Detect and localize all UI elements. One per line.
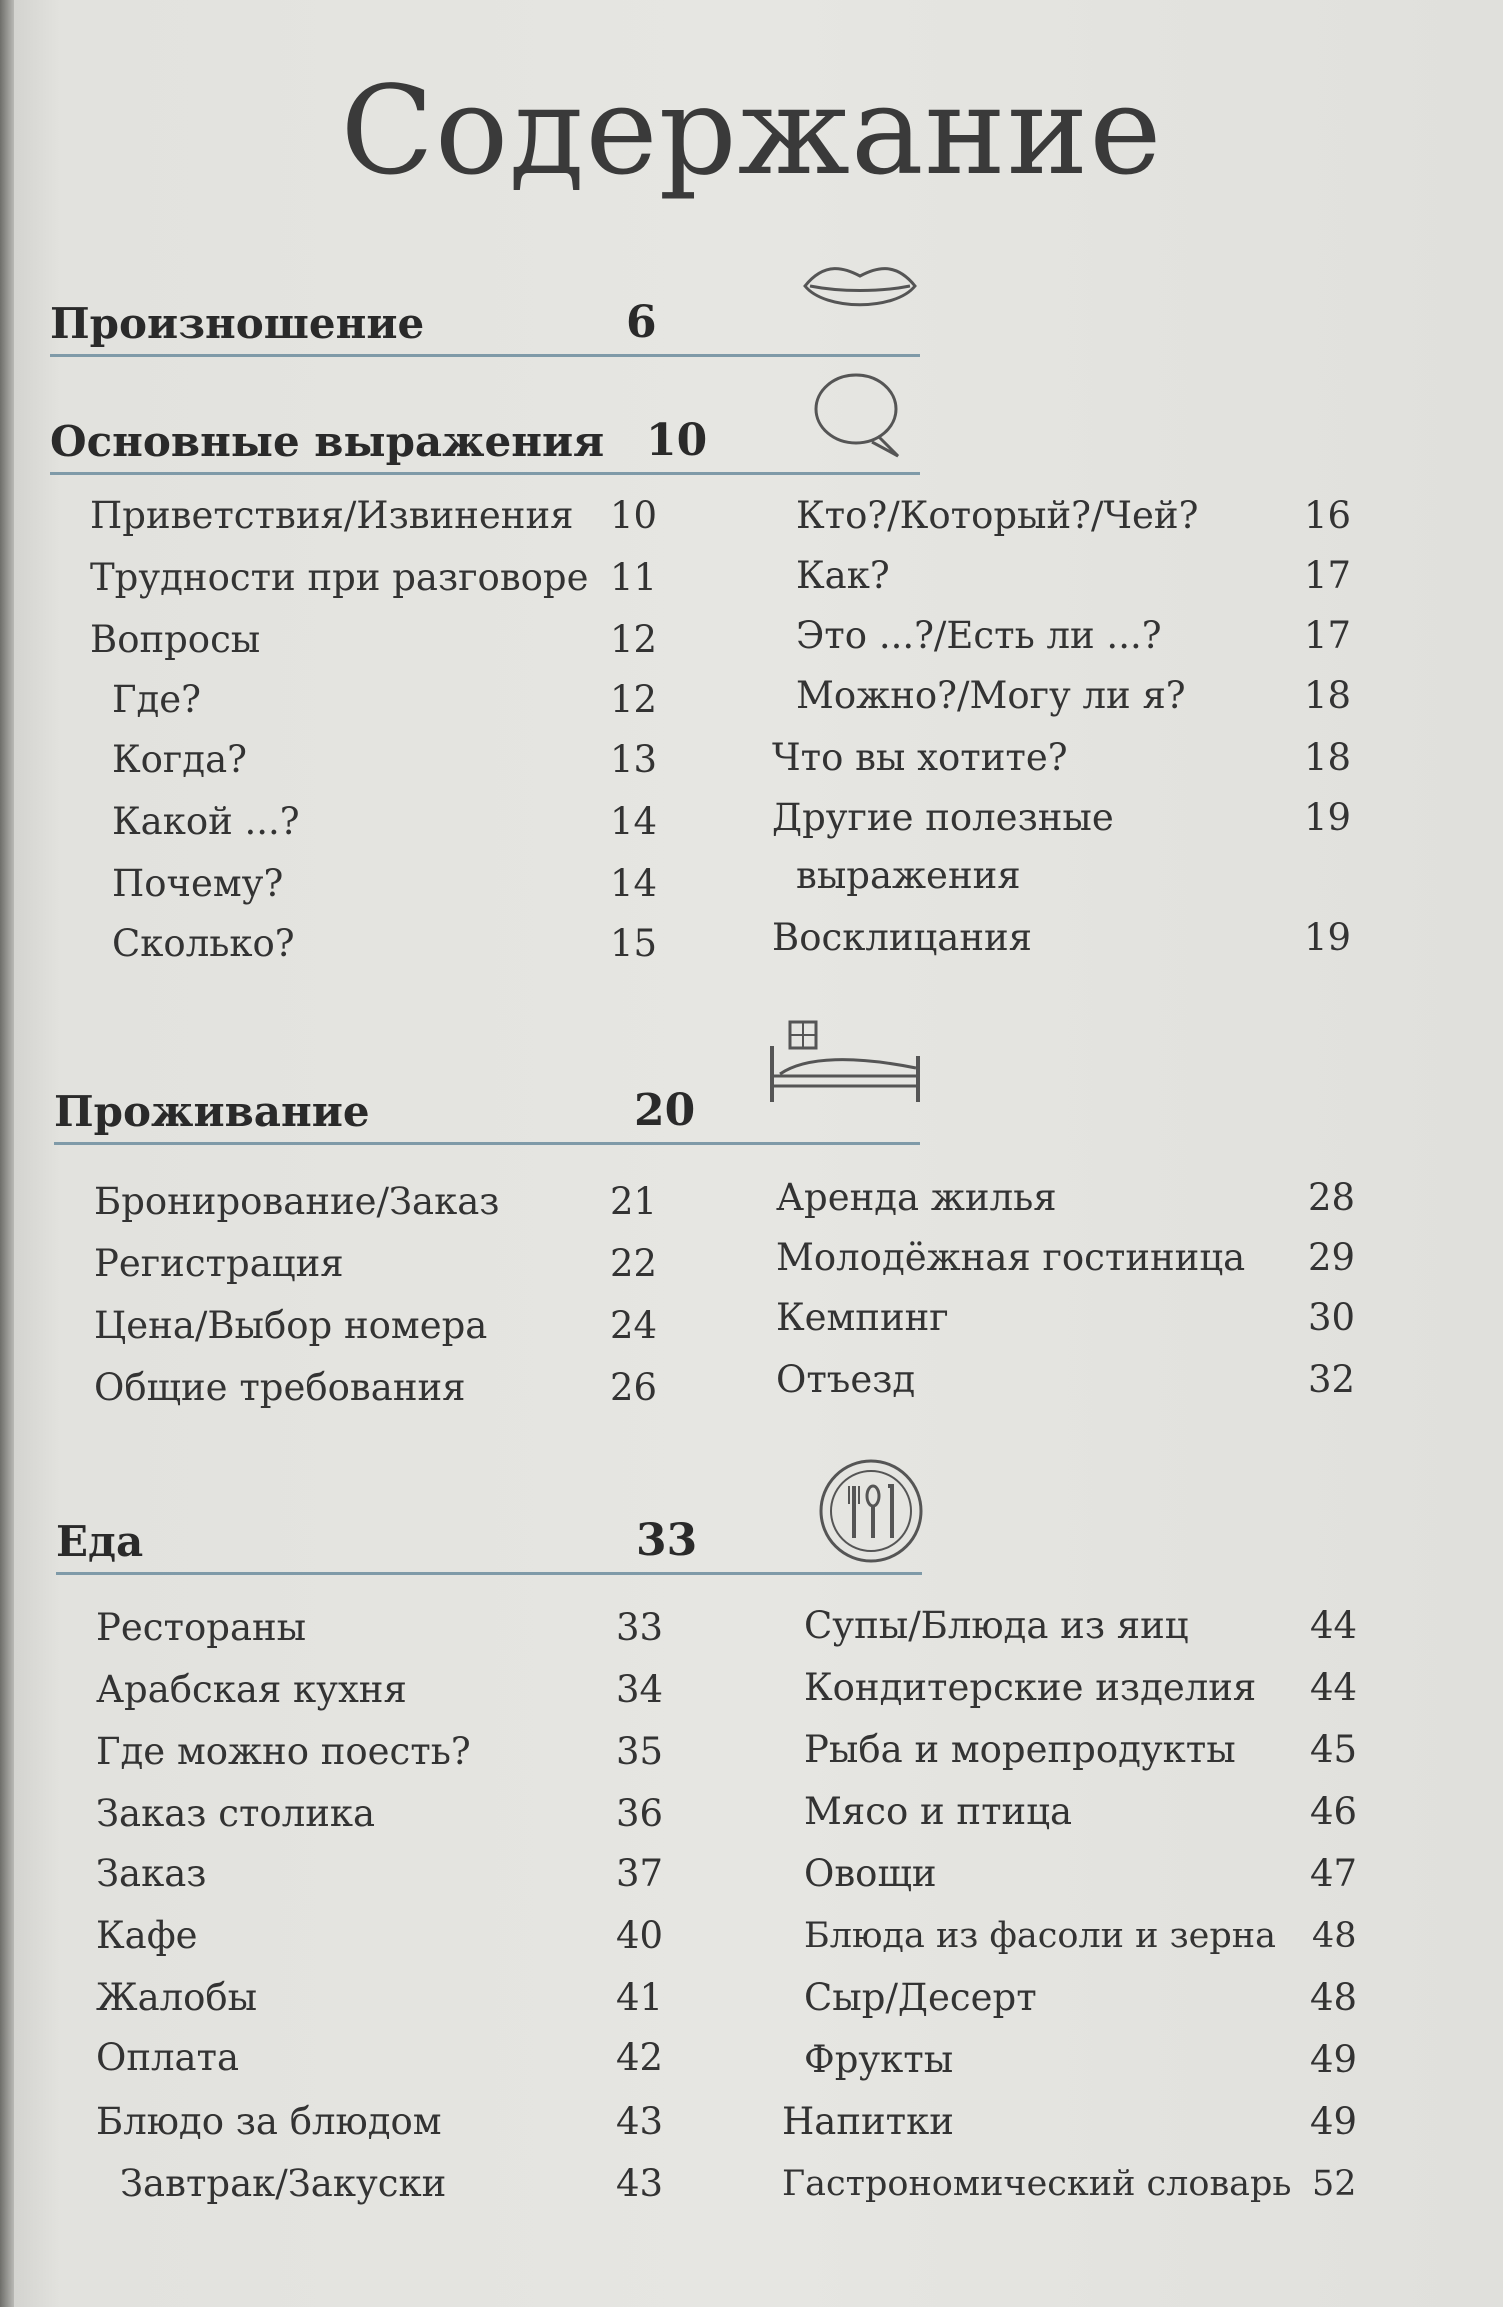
page-title: Содержание: [340, 60, 1163, 202]
section-pronunciation-page: 6: [626, 297, 657, 348]
bed-icon: [766, 1016, 926, 1106]
book-page: Содержание Произношение 6 Основные выражения 10 Приветствия/Извинения 10 Трудности при разговоре 11 Вопросы 12 Где? 12 Когда? 13 Какой ...? 14 Почему? 14 Сколько? 15 Кто?/Который?/Чей? 16 Как? 17 Это ...?/Есть ли ...? 17 Можно?/Могу ли я? 18 Что вы хотите? 18 Другие полезные выражения 19 Восклицания 19 Проживание 20 Бронирование/Заказ 21 Регистрация 22 Цена/Выбор номера 24 Общие требования 26 Аренда жилья 28 Молодёжная гостиница 29 Кемпинг 30 Отъезд 32 Еда 33 Рестораны 33 Арабская кухня 34 Где можно поесть? 35 Заказ столика 36 Заказ 37 Кафе 40 Жалобы 41 Оплата 42 Блюдо за блюдом 43 Завтрак/Закуски 43 Супы/Блюда из яиц 44 Кондитерские изделия 44 Рыба и морепродукты 45 Мясо и птица 46 Овощи 47 Блюда из фасоли и зерна 48 Сыр/Десерт 48 Фрукты 49 Напитки 49 Гастрономический словарь 52: [0, 0, 1503, 2307]
section-food-name: Еда: [56, 1517, 144, 1566]
section-accommodation-page: 20: [634, 1085, 696, 1136]
book-spine: [0, 0, 14, 2307]
section-basic-expressions[interactable]: [50, 408, 920, 475]
section-pronunciation-name: Произношение: [50, 299, 425, 348]
section-basic-expressions-name: Основные выражения: [50, 417, 605, 466]
section-pronunciation[interactable]: [50, 290, 920, 357]
lips-icon: [800, 256, 920, 316]
section-basic-expressions-page: 10: [646, 415, 708, 466]
section-accommodation-name: Проживание: [54, 1087, 370, 1136]
speech-bubble-icon: [808, 364, 908, 464]
section-food-page: 33: [636, 1515, 698, 1566]
toc-entry[interactable]: Другие полезные выражения 19: [772, 796, 1352, 897]
section-food[interactable]: [56, 1508, 922, 1575]
cutlery-icon: [816, 1456, 926, 1566]
